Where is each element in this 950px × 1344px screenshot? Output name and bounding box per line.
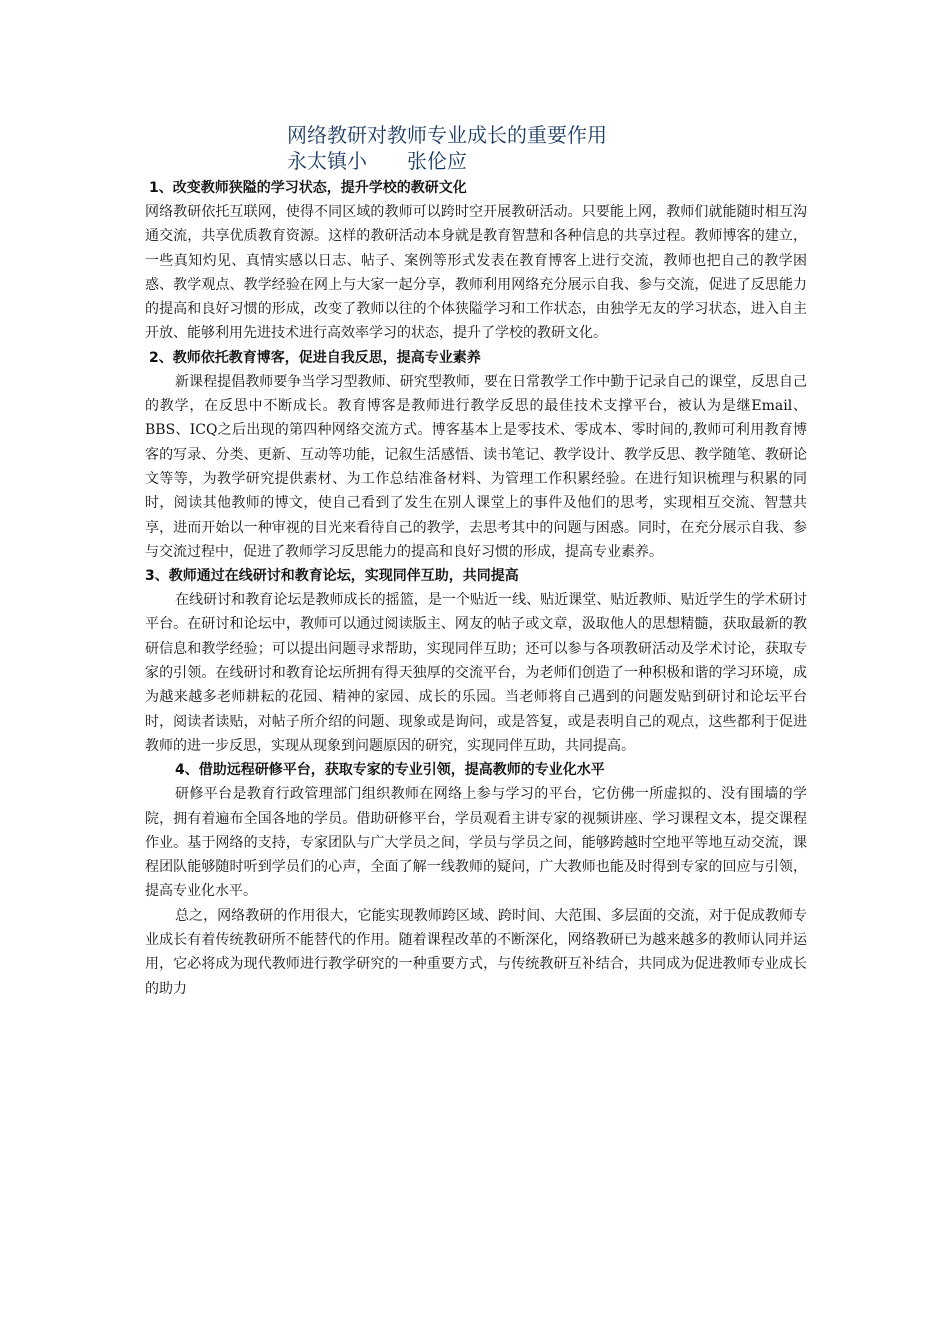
section-4-heading: 4、借助远程研修平台，获取专家的专业引领，提高教师的专业化水平 [175, 762, 605, 779]
section-1-heading: 1、改变教师狭隘的学习状态，提升学校的教研文化 [149, 180, 467, 196]
conclusion-paragraph: 总之，网络教研的作用很大，它能实现教师跨区域、跨时间、大范围、多层面的交流，对于促成教师专业成长有着传统教研所不能替代的作用。随着课程改革的不断深化，网络教研已为越来越多的教师认同并运用，它必将成为现代教师进行教学研究的一种重要方式，与传统教研互补结合，共同成为促进教师专业成长的助力 [145, 907, 807, 997]
document-title: 网络教研对教师专业成长的重要作用 [287, 123, 607, 147]
section-2-heading: 2、教师依托教育博客，促进自我反思，提高专业素养 [149, 349, 481, 366]
section-1-paragraph: 网络教研依托互联网，使得不同区域的教师可以跨时空开展教研活动。只要能上网，教师们就能随时相互沟通交流，共享优质教育资源。这样的教研活动本身就是教育智慧和各种信息的共享过程。教师博客的建立，一些真知灼见、真情实感以日志、帖子、案例等形式发表在教育博客上进行交流，教师也把自己的教学困惑、教学观点、教学经验在网上与大家一起分享，教师利用网络充分展示自我、参与交流，促进了反思能力的提高和良好习惯的形成，改变了教师以往的个体狭隘学习和工作状态，由独学无友的学习状态，进入自主开放、能够利用先进技术进行高效率学习的状态，提升了学校的教研文化。 [145, 204, 807, 342]
section-3-heading: 3、教师通过在线研讨和教育论坛，实现同伴互助，共同提高 [145, 568, 519, 585]
section-3-paragraph: 在线研讨和教育论坛是教师成长的摇篮，是一个贴近一线、贴近课堂、贴近教师、贴近学生的学术研讨平台。在研讨和论坛中，教师可以通过阅读版主、网友的帖子或文章，汲取他人的思想精髓，获取最新的教研信息和教学经验；可以提出问题寻求帮助，实现同伴互助；还可以参与各项教研活动及学术讨论，获取专家的引领。在线研讨和教育论坛所拥有得天独厚的交流平台，为老师们创造了一种积极和谐的学习环境，成为越来越多老师耕耘的花园、精神的家园、成长的乐园。当老师将自己遇到的问题发贴到研讨和论坛平台时，阅读者读贴，对帖子所介绍的问题、现象或是询问，或是答复，或是表明自己的观点，这些都利于促进教师的进一步反思，实现从现象到问题原因的研究，实现同伴互助，共同提高。 [145, 592, 807, 754]
section-2-paragraph: 新课程提倡教师要争当学习型教师、研究型教师，要在日常教学工作中勤于记录自己的课堂，反思自己的教学，在反思中不断成长。教育博客是教师进行教学反思的最佳技术支撑平台，被认为是继Email、BBS、ICQ之后出现的第四种网络交流方式。博客基本上是零技术、零成本、零时间的,教师可利用教育博客的写录、分类、更新、互动等功能，记叙生活感悟、读书笔记、教学设计、教学反思、教学随笔、教研论文等等，为教学研究提供素材、为工作总结准备材料、为管理工作积累经验。在进行知识梳理与积累的同时，阅读其他教师的博文，使自己看到了发生在别人课堂上的事件及他们的思考，实现相互交流、智慧共享，进而开始以一种审视的目光来看待自己的教学，去思考其中的问题与困惑。同时，在充分展示自我、参与交流过程中，促进了教师学习反思能力的提高和良好习惯的形成，提高专业素养。 [145, 373, 807, 560]
author-line [287, 148, 807, 174]
title-block [287, 122, 807, 174]
document-body [145, 176, 807, 1001]
section-4-paragraph: 研修平台是教育行政管理部门组织教师在网络上参与学习的平台，它仿佛一所虚拟的、没有围墙的学院，拥有着遍布全国各地的学员。借助研修平台，学员观看主讲专家的视频讲座、学习课程文本，提交课程作业。基于网络的支持，专家团队与广大学员之间，学员与学员之间，能够跨越时空地平等地互动交流，课程团队能够随时听到学员们的心声，全面了解一线教师的疑问，广大教师也能及时得到专家的回应与引领，提高专业化水平。 [145, 786, 807, 900]
author-school: 永太镇小 [287, 149, 367, 173]
author-name: 张伦应 [407, 149, 467, 173]
